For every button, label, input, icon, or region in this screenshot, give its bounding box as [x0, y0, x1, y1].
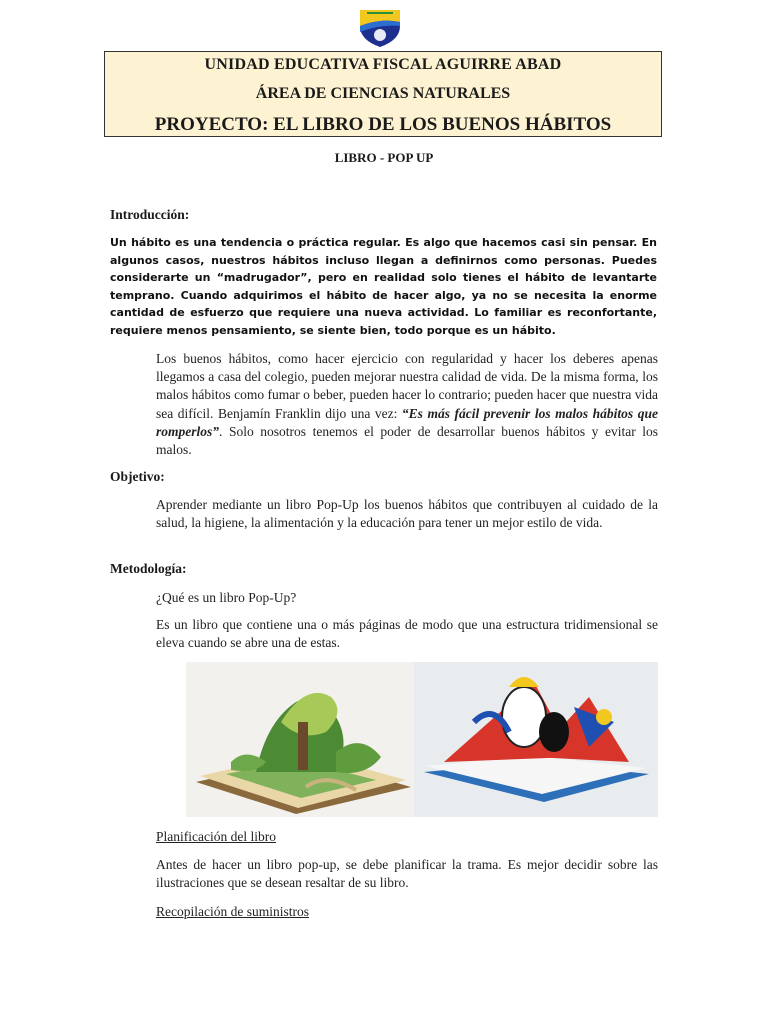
- document-subtitle: LIBRO - POP UP: [334, 150, 434, 165]
- objective-paragraph: Aprender mediante un libro Pop-Up los buenos hábitos que contribuyen al cuidado de la salud, la higiene, la alimentación y la educación para tener un mejor estilo de vida.: [156, 497, 658, 531]
- school-logo: [357, 8, 403, 48]
- objective-heading: Objetivo:: [110, 469, 165, 484]
- colorful-popup-book-photo: [414, 662, 658, 817]
- intro-paragraph: Un hábito es una tendencia o práctica regular. Es algo que hacemos casi sin pensar. En algunos casos, nuestros hábitos incluso llegan a definirnos como personas. Puedes considerarte un “madrugador”, pero en realidad solo tienes el hábito de levantarte temprano. Cuando adquirimos el hábito de hacer algo, ya no se necesita la enorme cantidad de esfuerzo que requiere una nueva actividad. Lo familiar es reconfortante, requiere menos pensamiento, se siente bien, todo porque es un hábito.: [110, 236, 657, 337]
- popup-answer: Es un libro que contiene una o más páginas de modo que una estructura tridimensional se eleva cuando se abre una de estas.: [156, 617, 658, 651]
- header-box: [104, 51, 662, 137]
- school-name: UNIDAD EDUCATIVA FISCAL AGUIRRE ABAD: [204, 56, 562, 73]
- planning-heading: Planificación del libro: [156, 829, 276, 844]
- methodology-heading: Metodología:: [110, 561, 187, 576]
- supplies-heading: Recopilación de suministros: [156, 904, 309, 919]
- popup-book-photos: [186, 662, 658, 817]
- forest-popup-book-photo: [186, 662, 414, 817]
- planning-paragraph: Antes de hacer un libro pop-up, se debe planificar la trama. Es mejor decidir sobre las ilustraciones que se desean resaltar de su libro.: [156, 857, 658, 891]
- habits-paragraph: [156, 350, 658, 459]
- area-name: ÁREA DE CIENCIAS NATURALES: [255, 85, 511, 102]
- popup-question: ¿Qué es un libro Pop-Up?: [156, 590, 297, 605]
- habits-text-end: . Solo nosotros tenemos el poder de desarrollar buenos hábitos y evitar los malos.: [156, 423, 658, 458]
- intro-heading: Introducción:: [110, 207, 190, 222]
- habits-text: Los buenos hábitos, como hacer ejercicio con regularidad y hacer los deberes apenas llegamos a casa del colegio, pueden mejorar nuestra calidad de vida. De la misma forma, los malos hábitos como fumar o beber, pueden hacer lo contrario; pueden hacer que nuestra vida sea difícil. Benjamín Franklin dijo una vez:: [156, 351, 658, 421]
- project-title: PROYECTO: EL LIBRO DE LOS BUENOS HÁBITOS: [154, 114, 612, 135]
- franklin-quote: “Es más fácil prevenir los malos hábitos que romperlos”: [156, 405, 658, 439]
